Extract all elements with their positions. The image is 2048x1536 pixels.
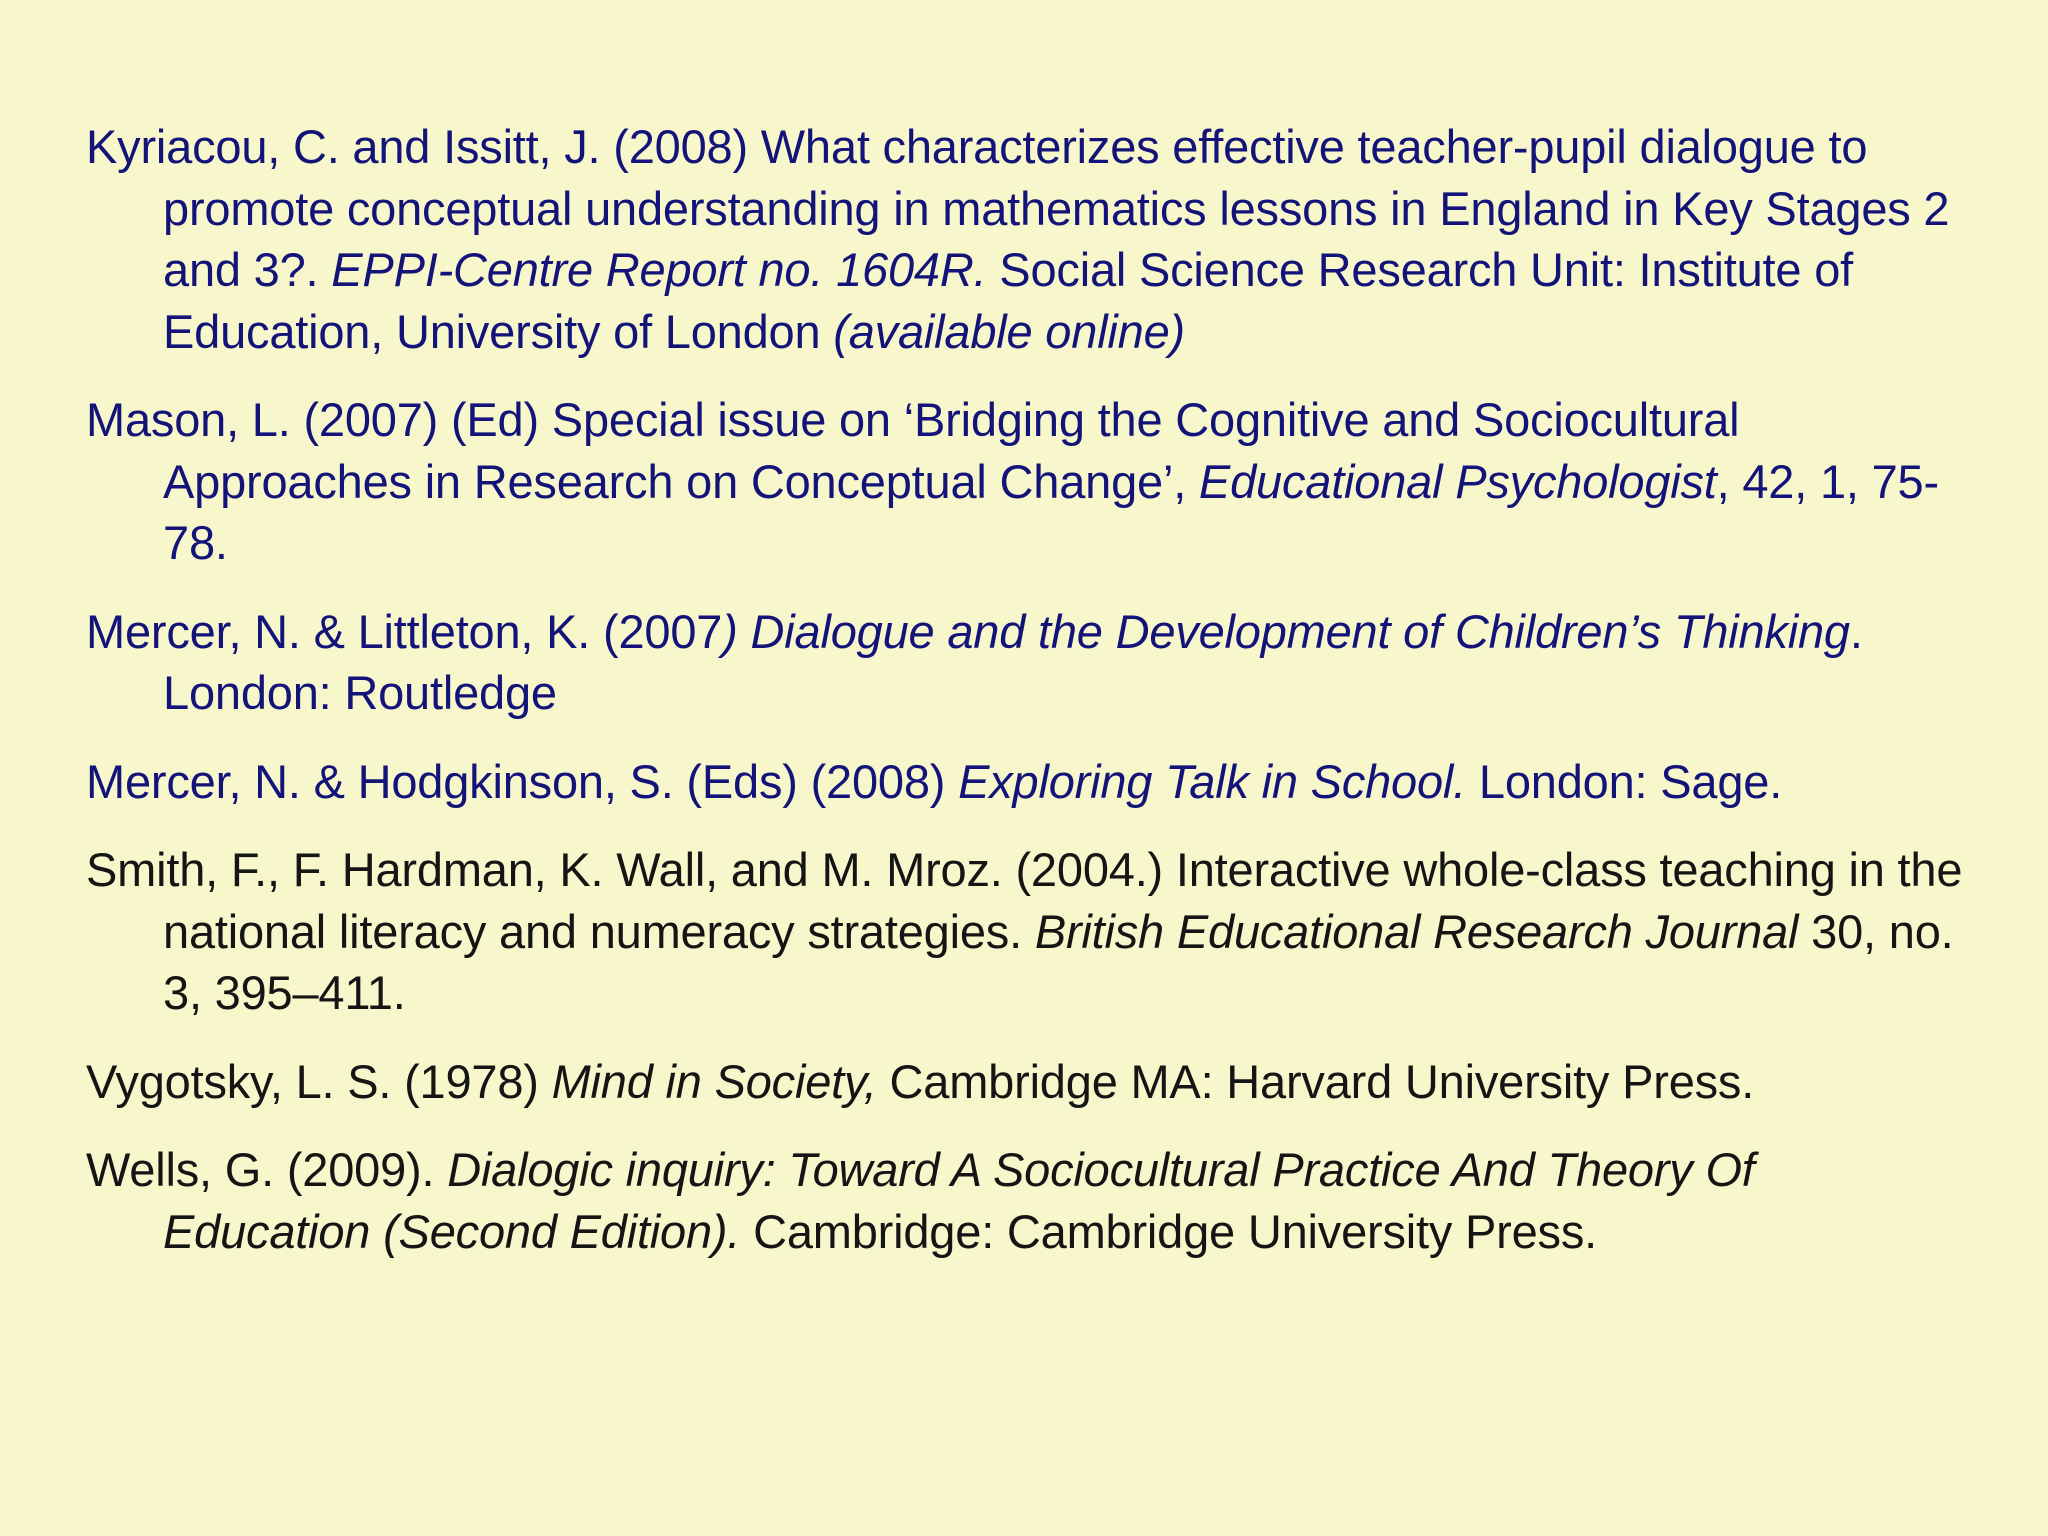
ref-title: Dialogic inquiry: Toward A Sociocultural Practice And Theory Of Education (Second Edition). xyxy=(163,1143,1755,1258)
ref-text: 30, no. 3, 395–411. xyxy=(163,904,1954,1019)
ref-text: Vygotsky, L. S. (1978) xyxy=(86,1054,552,1108)
ref-text: Cambridge: Cambridge University Press. xyxy=(740,1204,1598,1258)
ref-text: Wells, G. (2009). xyxy=(86,1143,448,1196)
reference-wells xyxy=(86,1139,1968,1262)
ref-text: Kyriacou, C. and Issitt, J. (2008) What characterizes effective teacher-pupil dialogue to promote conceptual understanding in mathematics lessons in England in Key Stages 2 and 3?. xyxy=(86,120,1950,296)
ref-text: Smith, F., F. Hardman, K. Wall, and M. Mroz. (2004.) Interactive whole-class teaching in the national literacy and numeracy strategies. xyxy=(86,843,1963,958)
ref-text: Mercer, N. & Littleton, K. (2007 xyxy=(86,604,723,658)
reference-mercer-littleton xyxy=(86,601,1968,724)
ref-title: Exploring Talk in School. xyxy=(958,754,1467,808)
ref-text: London: Sage. xyxy=(1466,754,1783,808)
ref-text: Social Science Research Unit: Institute of Education, University of London xyxy=(163,243,1853,358)
ref-text: Mason, L. (2007) (Ed) Special issue on ‘Bridging the Cognitive and Sociocultural Approaches in Research on Conceptual Change’, xyxy=(86,393,1740,508)
ref-text: . London: Routledge xyxy=(163,604,1863,719)
reference-mercer-hodgkinson xyxy=(86,751,1968,813)
ref-text: Cambridge MA: Harvard University Press. xyxy=(876,1054,1755,1108)
ref-title: Mind in Society, xyxy=(551,1054,877,1108)
ref-note: (available online) xyxy=(833,304,1186,358)
ref-title: ) Dialogue and the Development of Children’s Thinking xyxy=(722,604,1850,658)
reference-kyriacou-issitt xyxy=(86,116,1968,362)
ref-journal: British Educational Research Journal xyxy=(1034,904,1799,958)
reference-smith xyxy=(86,839,1968,1024)
reference-mason xyxy=(86,389,1968,574)
reference-vygotsky xyxy=(86,1051,1968,1113)
ref-text: , 42, 1, 75-78. xyxy=(163,454,1939,569)
ref-text: Mercer, N. & Hodgkinson, S. (Eds) (2008) xyxy=(86,754,959,808)
ref-title: EPPI-Centre Report no. 1604R. xyxy=(331,243,987,296)
ref-journal: Educational Psychologist xyxy=(1198,454,1717,508)
